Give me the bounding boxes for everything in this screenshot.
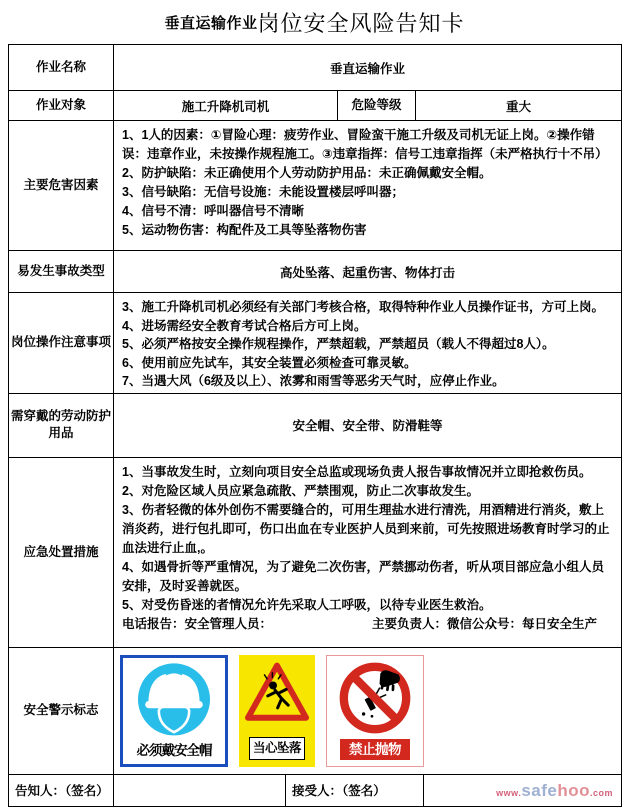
precaution-line: 3、施工升降机司机必须经有关部门考核合格，取得特种作业人员操作证书，方可上岗。 bbox=[122, 300, 604, 314]
risk-notice-table bbox=[8, 44, 622, 807]
row-accident-types bbox=[9, 251, 622, 293]
no-throwing-sign bbox=[326, 655, 424, 767]
row-signatures bbox=[9, 774, 622, 806]
signs-row bbox=[119, 655, 617, 767]
emergency-line: 4、如遇骨折等严重情况，为了避免二次伤害，严禁挪动伤者，听从项目部应急小组人员安排，及时妥善就医。 bbox=[122, 559, 604, 593]
row-signs bbox=[9, 647, 622, 774]
fall-warning-sign bbox=[239, 655, 315, 767]
row-emergency bbox=[9, 457, 622, 647]
precaution-line: 6、使用前应先试车，其安全装置必须检查可靠灵敏。 bbox=[122, 355, 417, 370]
row-precautions bbox=[9, 293, 622, 394]
page-title bbox=[0, 0, 629, 44]
precaution-line: 4、进场需经安全教育考试合格后方可上岗。 bbox=[122, 318, 367, 333]
ppe-value: 安全帽、安全带、防滑鞋等 bbox=[114, 393, 622, 457]
page-title-main: 岗位安全风险告知卡 bbox=[257, 10, 465, 36]
watermark-hoo: hoo bbox=[557, 780, 591, 800]
no-throwing-caption: 禁止抛物 bbox=[340, 739, 410, 760]
emergency-line: 3、伤者轻微的体外创伤不需要缝合的，可用生理盐水进行清洗，用酒精进行消炎，敷上消炎药，进行包扎即可，伤口出血在专业医护人员到来前，可先按照进场教育时学习的止血法进行止血,。 bbox=[122, 502, 610, 555]
watermark-com: .com bbox=[590, 787, 614, 798]
row-hazards bbox=[9, 121, 622, 251]
job-target-label: 作业对象 bbox=[9, 91, 114, 121]
hazard-line: 4、信号不清：呼叫器信号不清晰 bbox=[122, 204, 304, 218]
risk-level-label: 危险等级 bbox=[338, 91, 416, 121]
job-name-label: 作业名称 bbox=[9, 45, 114, 91]
row-job-name bbox=[9, 45, 622, 91]
wear-helmet-caption: 必须戴安全帽 bbox=[136, 742, 212, 758]
ppe-label: 需穿戴的劳动防护用品 bbox=[9, 393, 114, 457]
phone-report-right: 主要负责人：微信公众号：每日安全生产 bbox=[372, 616, 598, 631]
emergency-line: 2、对危险区域人员应紧急疏散、严禁围观，防止二次事故发生。 bbox=[122, 483, 479, 498]
hazard-line: 2、防护缺陷：未正确使用个人劳动防护用品：未正确佩戴安全帽。 bbox=[122, 166, 492, 180]
fall-warning-icon bbox=[244, 661, 310, 723]
no-throwing-icon bbox=[337, 660, 413, 736]
precautions-label: 岗位操作注意事项 bbox=[9, 293, 114, 394]
signs-label: 安全警示标志 bbox=[9, 647, 114, 774]
wear-helmet-icon bbox=[134, 661, 214, 741]
hazard-line: 1、1人的因素：①冒险心理：疲劳作业、冒险蛮干施工升级及司机无证上岗。②操作错误：违章作业，未按操作规程施工。③违章指挥：信号工违章指挥（未严格执行十不吊） bbox=[122, 128, 608, 161]
job-name-value: 垂直运输作业 bbox=[114, 45, 622, 91]
fall-warning-caption: 当心坠落 bbox=[249, 737, 305, 760]
job-target-value: 施工升降机司机 bbox=[114, 91, 338, 121]
watermark-safe: safe bbox=[521, 780, 558, 800]
phone-report-left: 电话报告：安全管理人员： bbox=[122, 616, 273, 631]
precaution-line: 5、必须严格按安全操作规程操作，严禁超载，严禁超员（载人不得超过8人）。 bbox=[122, 337, 555, 351]
precautions-content bbox=[114, 293, 622, 394]
accident-types-label: 易发生事故类型 bbox=[9, 251, 114, 293]
wear-helmet-sign bbox=[120, 655, 228, 767]
hazard-line: 5、运动物伤害：构配件及工具等坠落物伤害 bbox=[122, 223, 367, 237]
receiver-signature-label: 接受人：（签名） bbox=[286, 774, 424, 806]
accident-types-value: 高处坠落、起重伤害、物体打击 bbox=[114, 251, 622, 293]
emergency-line: 5、对受伤昏迷的者情况允许先采取人工呼吸，以待专业医生救治。 bbox=[122, 597, 492, 612]
informer-signature-field[interactable] bbox=[114, 774, 286, 806]
watermark-www: www. bbox=[496, 787, 522, 798]
hazard-line: 3、信号缺陷：无信号设施：未能设置楼层呼叫器； bbox=[122, 185, 404, 199]
receiver-signature-field[interactable] bbox=[424, 774, 622, 806]
precaution-line: 7、当遇大风（6级及以上）、浓雾和雨雪等恶劣天气时，应停止作业。 bbox=[122, 374, 505, 388]
informer-signature-label: 告知人：（签名） bbox=[9, 774, 114, 806]
row-job-target bbox=[9, 91, 622, 121]
signs-content bbox=[114, 647, 622, 774]
hazards-content bbox=[114, 121, 622, 251]
page-title-prefix: 垂直运输作业 bbox=[164, 14, 258, 32]
emergency-label: 应急处置措施 bbox=[9, 457, 114, 647]
safehoo-watermark bbox=[428, 782, 617, 799]
emergency-line: 1、当事故发生时，立刻向项目安全总监或现场负责人报告事故情况并立即抢救伤员。 bbox=[122, 464, 592, 479]
row-ppe bbox=[9, 393, 622, 457]
hazards-label: 主要危害因素 bbox=[9, 121, 114, 251]
risk-level-value: 重大 bbox=[416, 91, 622, 121]
emergency-content bbox=[114, 457, 622, 647]
phone-report-line bbox=[122, 615, 613, 634]
